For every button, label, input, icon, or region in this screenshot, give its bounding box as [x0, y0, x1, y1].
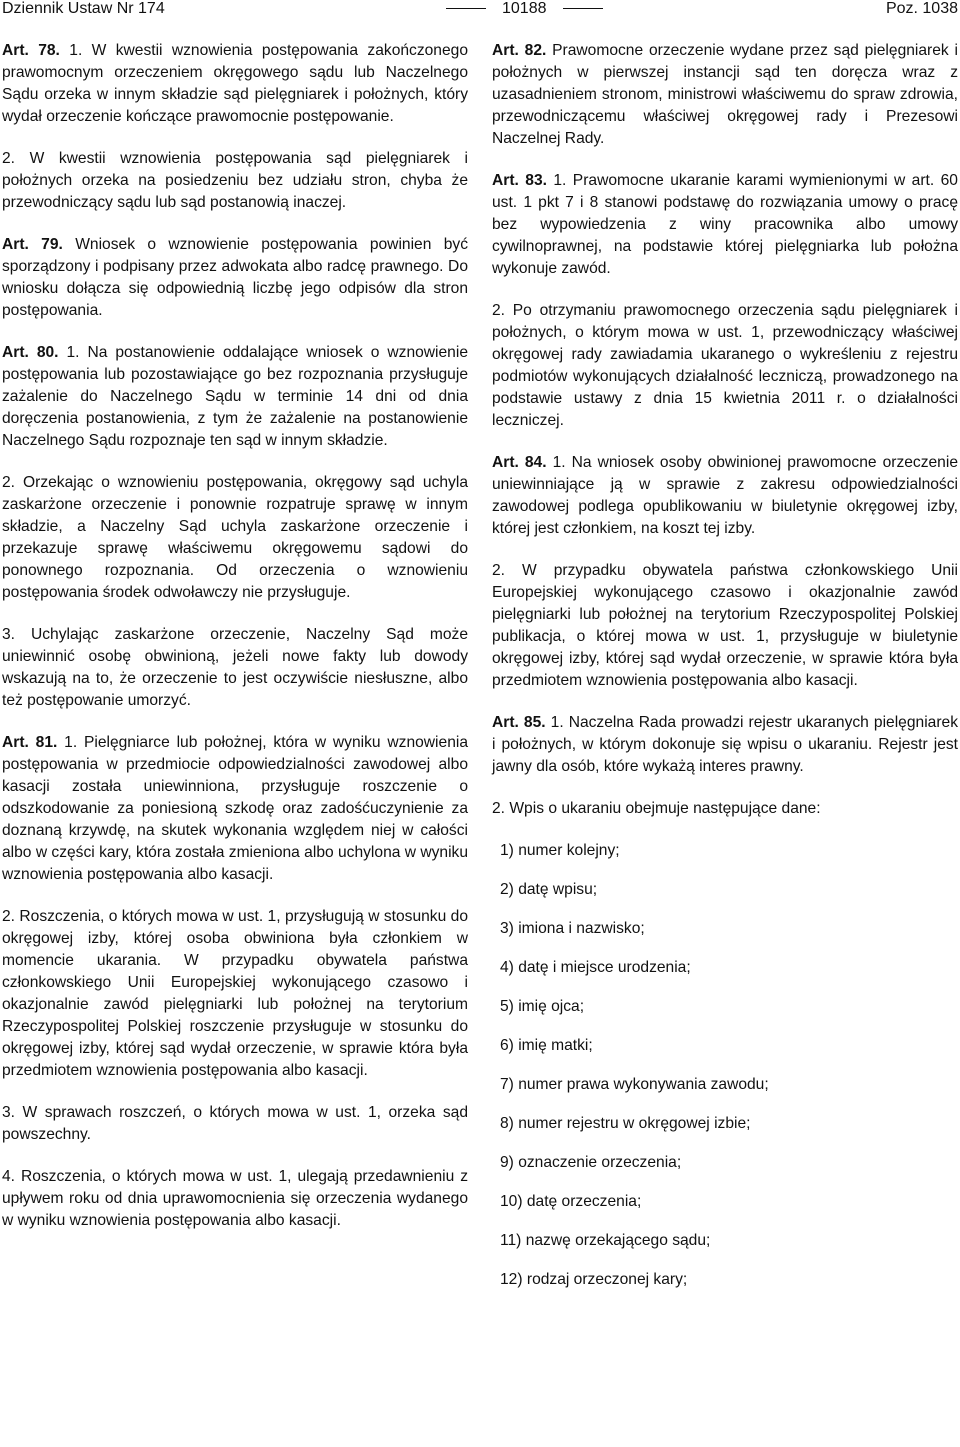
paragraph-text: 1. Na postanowienie oddalające wniosek o wznowienie postępowania lub pozostawiające go bez rozpoznania przysługuje zażalenie do Naczelnego Sądu w terminie 14 dni od dnia doręczenia postanowienia, z tym że zażalenie na postanowienie Naczelnego Sądu rozpoznaje ten sąd w innym składzie.	[2, 344, 468, 449]
article-label: Art. 80.	[2, 344, 59, 361]
paragraph	[2, 472, 468, 604]
article-paragraph	[2, 234, 468, 322]
list-item: 7) numer prawa wykonywania zawodu;	[500, 1076, 769, 1093]
article-paragraph	[492, 40, 958, 150]
article-paragraph	[492, 712, 958, 778]
right-column	[492, 40, 958, 1308]
paragraph-text: Wniosek o wznowienie postępowania powinien być sporządzony i podpisany przez adwokata albo radcę prawnego. Do wniosku dołącza się odpowiednią liczbę jego odpisów dla stron postępowania.	[2, 236, 468, 319]
list-item: 6) imię matki;	[500, 1037, 593, 1054]
paragraph	[2, 906, 468, 1082]
page-header	[0, 0, 960, 24]
paragraph-text: 4. Roszczenia, o których mowa w ust. 1, ulegają przedawnieniu z upływem roku od dnia uprawomocnienia się orzeczenia wydanego w wyniku wznowienia postępowania albo kasacji.	[2, 1168, 468, 1229]
article-paragraph	[2, 732, 468, 886]
paragraph-text: 2. Po otrzymaniu prawomocnego orzeczenia sądu pielęgniarek i położnych, o którym mowa w ust. 1, przewodniczący właściwej okręgowej rady zawiadamia ukaranego o wykreśleniu z rejestru podmiotów wykonujących działalność leczniczą, prowadzonego na podstawie ustawy z dnia 15 kwietnia 2011 r. o działalności leczniczej.	[492, 302, 958, 429]
list-item: 11) nazwę orzekającego sądu;	[500, 1232, 711, 1249]
list-item: 4) datę i miejsce urodzenia;	[500, 959, 691, 976]
position-number: Poz. 1038	[885, 0, 958, 17]
paragraph	[2, 1166, 468, 1232]
paragraph	[492, 560, 958, 692]
article-paragraph	[492, 170, 958, 280]
page-number: 10188	[430, 0, 619, 18]
paragraph-text: 2. Roszczenia, o których mowa w ust. 1, przysługują w stosunku do okręgowej izby, której osoba obwiniona była członkiem w momencie ukarania. W przypadku obywatela państwa członkowskiego Unii Europejskiej wykonującego czasowo i okazjonalnie zawód pielęgniarki lub położnej na terytorium Rzeczypospolitej Polskiej roszczenie przysługuje w stosunku do okręgowej izby, której sąd wydał orzeczenie, w sprawie która była przedmiotem wznowienia postępowania albo kasacji.	[2, 908, 468, 1079]
paragraph-text: 1. Naczelna Rada prowadzi rejestr ukaranych pielęgniarek i położnych, w którym dokonuje się wpisu o ukaraniu. Rejestr jest jawny dla osób, które wykażą interes prawny.	[492, 714, 958, 775]
paragraph-text: 1. W kwestii wznowienia postępowania zakończonego prawomocnym orzeczeniem okręgowego sądu lub Naczelnego Sądu orzeka w innym składzie sąd pielęgniarek i położnych, który wydał orzeczenie kończące prawomocnie postępowanie.	[2, 42, 469, 125]
list-item: 9) oznaczenie orzeczenia;	[500, 1154, 682, 1171]
paragraph	[2, 1102, 468, 1146]
article-label: Art. 78.	[2, 42, 60, 59]
registry-data-list	[492, 840, 958, 1291]
paragraph-text: 2. Wpis o ukaraniu obejmuje następujące dane:	[492, 800, 821, 817]
article-paragraph	[2, 40, 468, 128]
article-label: Art. 82.	[492, 42, 547, 59]
article-paragraph	[2, 342, 468, 452]
list-item: 12) rodzaj orzeczonej kary;	[500, 1271, 688, 1288]
paragraph	[492, 300, 958, 432]
article-label: Art. 85.	[492, 714, 546, 731]
paragraph-text: 2. Orzekając o wznowieniu postępowania, okręgowy sąd uchyla zaskarżone orzeczenie i ponownie rozpatruje sprawę w innym składzie, a Naczelny Sąd uchyla zaskarżone orzeczenie i przekazuje sprawę właściwemu okręgowemu sądowi do ponownego rozpoznania. Od orzeczenia o wznowieniu postępowania środek odwoławczy nie przysługuje.	[2, 474, 468, 601]
paragraph-text: 1. Pielęgniarce lub położnej, która w wyniku wznowienia postępowania w przedmiocie odpowiedzialności zawodowej albo kasacji została uniewinniona, przysługuje roszczenie o odszkodowanie za poniesioną szkodę oraz zadośćuczynienie za doznaną krzywdę, na skutek wykonania względem niej w całości albo w części kary, która została zmieniona albo uchylona w wyniku wznowienia postępowania albo kasacji.	[2, 734, 469, 883]
article-paragraph	[492, 452, 958, 540]
journal-title: Dziennik Ustaw Nr 174	[2, 0, 165, 17]
list-item: 3) imiona i nazwisko;	[500, 920, 645, 937]
article-label: Art. 79.	[2, 236, 63, 253]
list-item: 2) datę wpisu;	[500, 881, 598, 898]
list-item: 5) imię ojca;	[500, 998, 585, 1015]
paragraph-text: 3. Uchylając zaskarżone orzeczenie, Naczelny Sąd może uniewinnić osobę obwinioną, jeżeli nowe fakty lub dowody wskazują na to, że orzeczenie to jest oczywiście niesłuszne, albo też postępowanie umorzyć.	[2, 626, 468, 709]
list-item: 1) numer kolejny;	[500, 842, 620, 859]
paragraph	[492, 798, 958, 820]
left-column	[2, 40, 468, 1252]
list-item: 10) datę orzeczenia;	[500, 1193, 642, 1210]
paragraph-text: 1. Na wniosek osoby obwinionej prawomocne orzeczenie uniewinniające ją w sprawie z zakresu odpowiedzialności zawodowej podlega opublikowaniu w biuletynie okręgowej izby, której jest członkiem, na koszt tej izby.	[492, 454, 958, 537]
paragraph-text: 2. W kwestii wznowienia postępowania sąd pielęgniarek i położnych orzeka na posiedzeniu bez udziału stron, chyba że przewodniczący sądu lub sąd postanowią inaczej.	[2, 150, 468, 211]
paragraph	[2, 624, 468, 712]
article-label: Art. 84.	[492, 454, 547, 471]
paragraph	[2, 148, 468, 214]
paragraph-text: Prawomocne orzeczenie wydane przez sąd pielęgniarek i położnych w pierwszej instancji sąd ten doręcza wraz z uzasadnieniem stronom, ministrowi właściwemu do spraw zdrowia, przewodniczącemu właściwej okręgowej rady i Prezesowi Naczelnej Rady.	[492, 42, 958, 147]
paragraph-text: 3. W sprawach roszczeń, o których mowa w ust. 1, orzeka sąd powszechny.	[2, 1104, 468, 1143]
list-item: 8) numer rejestru w okręgowej izbie;	[500, 1115, 751, 1132]
paragraph-text: 1. Prawomocne ukaranie karami wymienionymi w art. 60 ust. 1 pkt 7 i 8 stanowi podstawę do rozwiązania umowy o pracę bez wypowiedzenia z winy pracownika albo umowy cywilnoprawnej, na podstawie której pielęgniarka lub położna wykonuje zawód.	[492, 172, 958, 277]
paragraph-text: 2. W przypadku obywatela państwa członkowskiego Unii Europejskiej wykonującego czasowo i okazjonalnie zawód pielęgniarki lub położnej na terytorium Rzeczypospolitej Polskiej publikacja, o której mowa w ust. 1, przysługuje w biuletynie okręgowej izby, której sąd wydał orzeczenie, w sprawie która była przedmiotem wznowienia postępowania albo kasacji.	[492, 562, 958, 689]
article-label: Art. 83.	[492, 172, 547, 189]
article-label: Art. 81.	[2, 734, 58, 751]
